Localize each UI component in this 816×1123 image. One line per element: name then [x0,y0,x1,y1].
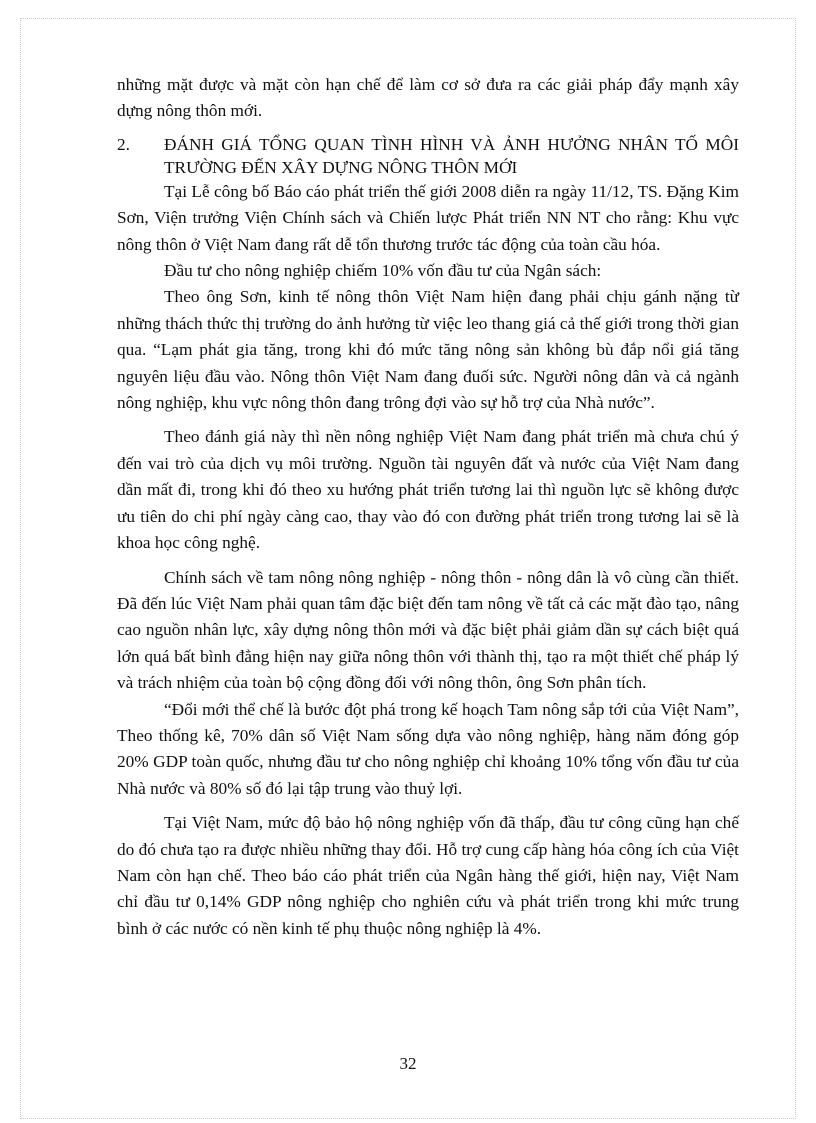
section-title: ĐÁNH GIÁ TỔNG QUAN TÌNH HÌNH VÀ ẢNH HƯỞNG NHÂN TỐ MÔI TRƯỜNG ĐẾN XÂY DỰNG NÔNG THÔN MỚI [164,134,739,177]
section-number: 2. [117,134,130,154]
paragraph-continuation: những mặt được và mặt còn hạn chế để làm cơ sở đưa ra các giải pháp đẩy mạnh xây dựng nông thôn mới. [117,75,739,121]
section-heading [117,133,739,179]
page-number: 32 [399,1054,417,1073]
paragraph-3: Theo ông Sơn, kinh tế nông thôn Việt Nam hiện đang phải chịu gánh nặng từ những thách thức thị trường do ảnh hưởng từ việc leo thang giá cả thế giới trong thời gian qua. “Lạm phát gia tăng, trong khi đó mức tăng nông sản không bù đắp nổi giá tăng nguyên liệu đầu vào. Nông thôn Việt Nam đang đuối sức. Người nông dân và cả ngành nông nghiệp, khu vực nông thôn đang trông đợi vào sự hỗ trợ của Nhà nước”. [117,287,739,413]
paragraph-4: Theo đánh giá này thì nền nông nghiệp Việt Nam đang phát triển mà chưa chú ý đến vai trò của dịch vụ môi trường. Nguồn tài nguyên đất và nước của Việt Nam đang dần mất đi, trong khi đó theo xu hướng phát triển tương lai thì nguồn lực sẽ không được ưu tiên do chi phí ngày càng cao, thay vào đó con đường phát triển trong tương lai sẽ là khoa học công nghệ. [117,427,739,553]
paragraph-7: Tại Việt Nam, mức độ bảo hộ nông nghiệp vốn đã thấp, đầu tư công cũng hạn chế do đó chưa tạo ra được nhiều những thay đổi. Hỗ trợ cung cấp hàng hóa công ích của Việt Nam còn hạn chế. Theo báo cáo phát triển của Ngân hàng thế giới, hiện nay, Việt Nam chỉ đầu tư 0,14% GDP nông nghiệp cho nghiên cứu và phát triển trong khi mức trung bình ở các nước có nền kinh tế phụ thuộc nông nghiệp là 4%. [117,813,739,938]
document-body [117,72,739,942]
paragraph-6: “Đổi mới thể chế là bước đột phá trong kế hoạch Tam nông sắp tới của Việt Nam”, Theo thống kê, 70% dân số Việt Nam sống dựa vào nông nghiệp, hàng năm đóng góp 20% GDP toàn quốc, nhưng đầu tư cho nông nghiệp chỉ khoảng 10% tổng vốn đầu tư của Nhà nước và 80% số đó lại tập trung vào thuỷ lợi. [117,699,739,798]
paragraph-2: Đầu tư cho nông nghiệp chiếm 10% vốn đầu tư của Ngân sách: [164,261,602,281]
paragraph-5: Chính sách về tam nông nông nghiệp - nông thôn - nông dân là vô cùng cần thiết. Đã đến lúc Việt Nam phải quan tâm đặc biệt đến tam nông về tất cả các mặt đào tạo, nâng cao nguồn nhân lực, xây dựng nông thôn mới và đặc biệt phải giảm dần sự cách biệt quá lớn quá bất bình đẳng hiện nay giữa nông thôn với thành thị, tạo ra một thiết chế pháp lý và trách nhiệm của toàn bộ cộng đồng đối với nông thôn, ông Sơn phân tích. [117,567,739,693]
paragraph-1: Tại Lễ công bố Báo cáo phát triển thế giới 2008 diễn ra ngày 11/12, TS. Đặng Kim Sơn, Viện trưởng Viện Chính sách và Chiến lược Phát triển NN NT cho rằng: Khu vực nông thôn ở Việt Nam đang rất dễ tổn thương trước tác động của toàn cầu hóa. [117,181,739,254]
